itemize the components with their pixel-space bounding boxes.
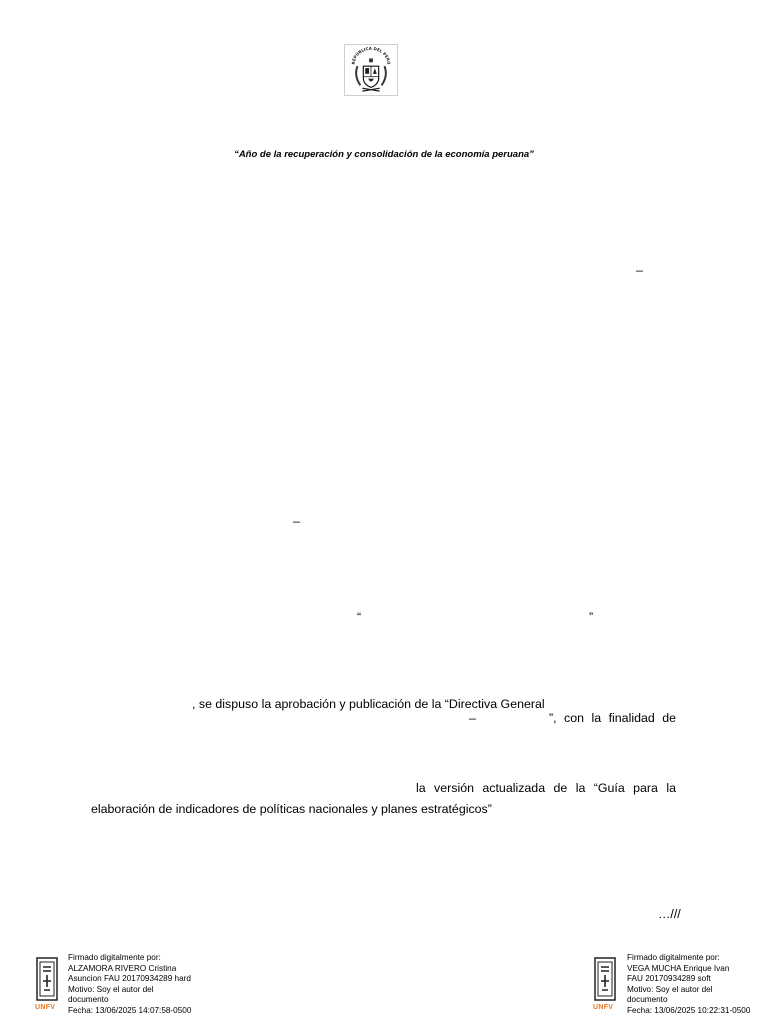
text-dash: – — [293, 514, 300, 528]
signature-line: documento — [68, 995, 109, 1005]
signature-line: Firmado digitalmente por: — [68, 953, 161, 962]
paragraph-guide-line-2: elaboración de indicadores de políticas nacionales y planes estratégicos” — [91, 802, 492, 816]
unfv-label: UNFV — [35, 1004, 56, 1011]
year-motto: “Año de la recuperación y consolidación de la economía peruana” — [234, 149, 534, 160]
digital-signature-2 — [627, 953, 750, 1017]
continuation-mark: …/// — [658, 907, 681, 921]
paragraph-directive-line-2: ”, con la finalidad de — [549, 711, 676, 725]
signature-line: VEGA MUCHA Enrique Ivan — [627, 963, 730, 973]
signature-line: Asuncion FAU 20170934289 hard — [68, 974, 191, 984]
coat-of-arms-icon — [345, 45, 397, 95]
seal-text: REPÚBLICA DEL PERÚ — [350, 45, 392, 65]
paragraph-directive-dash: – — [469, 711, 476, 725]
signature-line: Firmado digitalmente por: — [627, 953, 720, 962]
paragraph-guide-line-1: la versión actualizada de la “Guía para la — [416, 781, 676, 795]
signature-line: Motivo: Soy el autor del — [627, 984, 713, 994]
text-open-quote: “ — [357, 610, 362, 624]
unfv-seal-icon — [36, 957, 58, 1007]
signature-line: documento — [627, 995, 668, 1005]
peru-coat-of-arms-logo — [344, 44, 398, 96]
paragraph-directive-line-1: , se dispuso la aprobación y publicación de la “Directiva General — [192, 697, 545, 711]
signature-line: Fecha: 13/06/2025 14:07:58-0500 — [68, 1005, 192, 1015]
signature-line: Fecha: 13/06/2025 10:22:31-0500 — [627, 1005, 751, 1015]
signature-line: Motivo: Soy el autor del — [68, 984, 154, 994]
text-dash: – — [636, 263, 643, 277]
unfv-label: UNFV — [593, 1004, 614, 1011]
digital-signature-1 — [68, 953, 191, 1017]
unfv-seal-icon — [594, 957, 616, 1007]
signature-line: ALZAMORA RIVERO Cristina — [68, 963, 177, 973]
signature-line: FAU 20170934289 soft — [627, 974, 711, 984]
text-close-quote: ” — [589, 610, 594, 624]
